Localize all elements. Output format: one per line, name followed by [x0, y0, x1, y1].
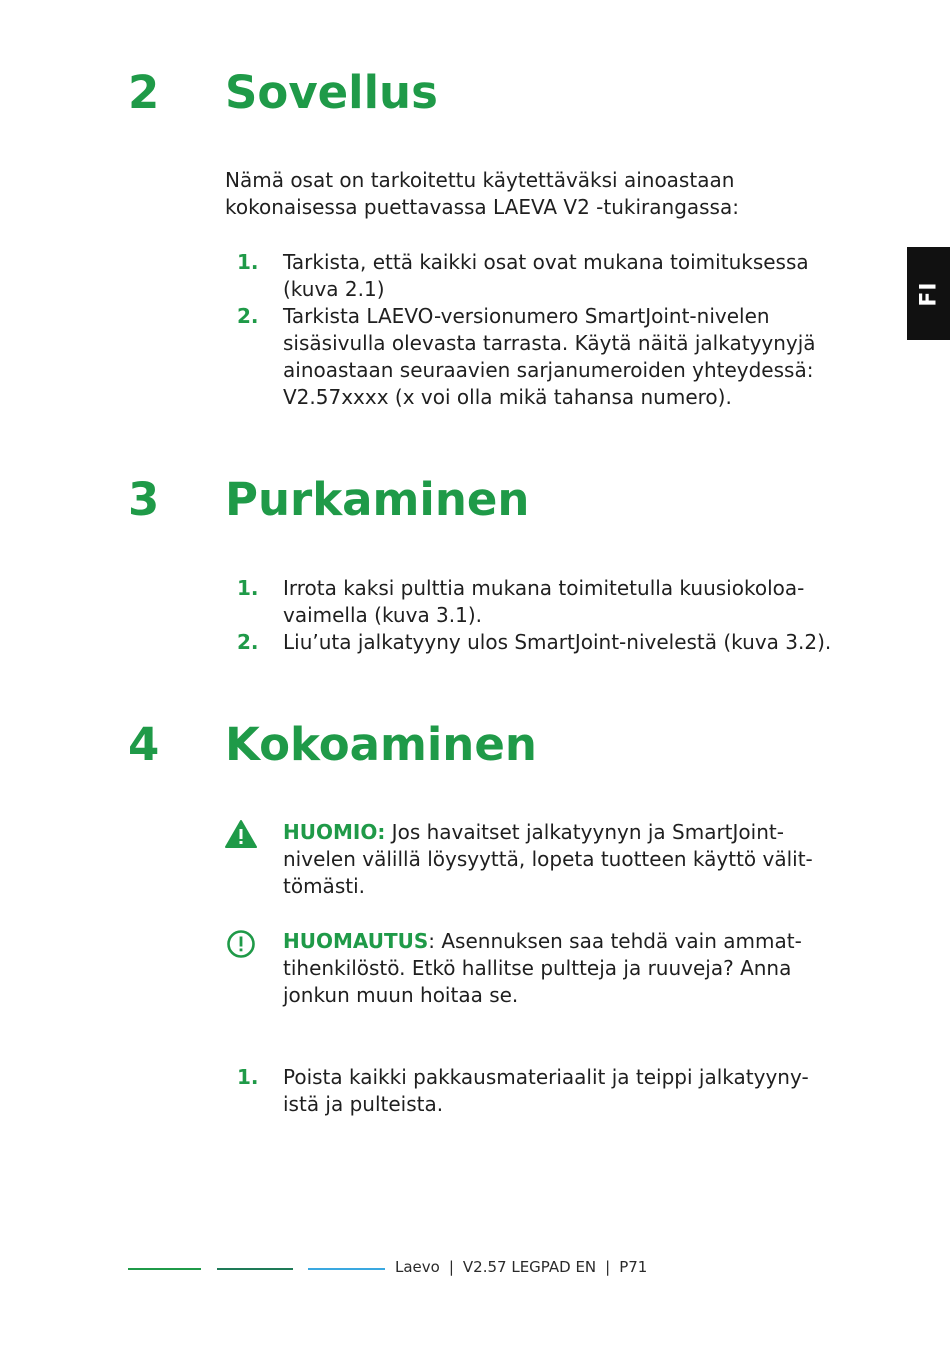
step-text: Irrota kaksi pulttia mukana toimitetulla kuusiokoloa-vaimella (kuva 3.1). [283, 576, 805, 627]
warning-keyword: HUOMIO: [283, 820, 386, 844]
step-number: 1. [237, 250, 259, 274]
section-2-title: Sovellus [225, 66, 438, 119]
footer-separator: | [448, 1258, 454, 1276]
step-number: 2. [237, 304, 259, 328]
warning-triangle-icon [225, 819, 257, 851]
section-3-steps [225, 575, 835, 656]
section-2-number: 2 [128, 66, 160, 119]
step-number: 1. [237, 1065, 259, 1089]
footer-rule-blue [308, 1268, 385, 1270]
step-number: 2. [237, 630, 259, 654]
section-4-steps [225, 1064, 835, 1118]
footer-page: P71 [619, 1258, 648, 1276]
footer-rule-green [128, 1268, 201, 1270]
list-item [225, 629, 835, 656]
language-tab [907, 247, 950, 340]
step-text: Liu’uta jalkatyyny ulos SmartJoint-nivelestä (kuva 3.2). [283, 630, 832, 654]
footer [395, 1258, 647, 1276]
warning-text: Jos havaitset jalkatyynyn ja SmartJoint-nivelen välillä löysyyttä, lopeta tuotteen käyttö välit-tömästi. [283, 820, 813, 898]
step-number: 1. [237, 576, 259, 600]
footer-brand: Laevo [395, 1258, 440, 1276]
section-4-number: 4 [128, 718, 160, 771]
caution-notice [225, 928, 825, 1009]
list-item [225, 1064, 835, 1118]
section-2-steps [225, 249, 835, 411]
section-3-title: Purkaminen [225, 473, 530, 526]
list-item [225, 575, 835, 629]
warning-notice [225, 819, 825, 900]
step-text: Poista kaikki pakkausmateriaalit ja teippi jalkatyyny-istä ja pulteista. [283, 1065, 809, 1116]
list-item [225, 249, 835, 303]
footer-rule-dark-green [217, 1268, 293, 1270]
list-item [225, 303, 835, 411]
section-3-number: 3 [128, 473, 160, 526]
section-4-title: Kokoaminen [225, 718, 537, 771]
section-2-intro: Nämä osat on tarkoitettu käytettäväksi ainoastaan kokonaisessa puettavassa LAEVA V2 -tukirangassa: [225, 168, 739, 219]
step-text: Tarkista, että kaikki osat ovat mukana toimituksessa (kuva 2.1) [283, 250, 809, 301]
step-text: Tarkista LAEVO-versionumero SmartJoint-nivelen sisäsivulla olevasta tarrasta. Käytä näitä jalkatyynyjä ainoastaan seuraavien sarjanumeroiden yhteydessä: V2.57xxxx (x voi olla mikä tahansa numero). [283, 304, 816, 409]
notice-text: : Asennuksen saa tehdä vain ammat-tihenkilöstö. Etkö hallitse pultteja ja ruuveja? Anna jonkun muun hoitaa se. [283, 929, 802, 1007]
footer-doc: V2.57 LEGPAD EN [462, 1258, 597, 1276]
notice-keyword: HUOMAUTUS [283, 929, 429, 953]
language-code: FI [916, 280, 941, 307]
footer-separator: | [605, 1258, 611, 1276]
exclamation-circle-icon [225, 928, 257, 960]
